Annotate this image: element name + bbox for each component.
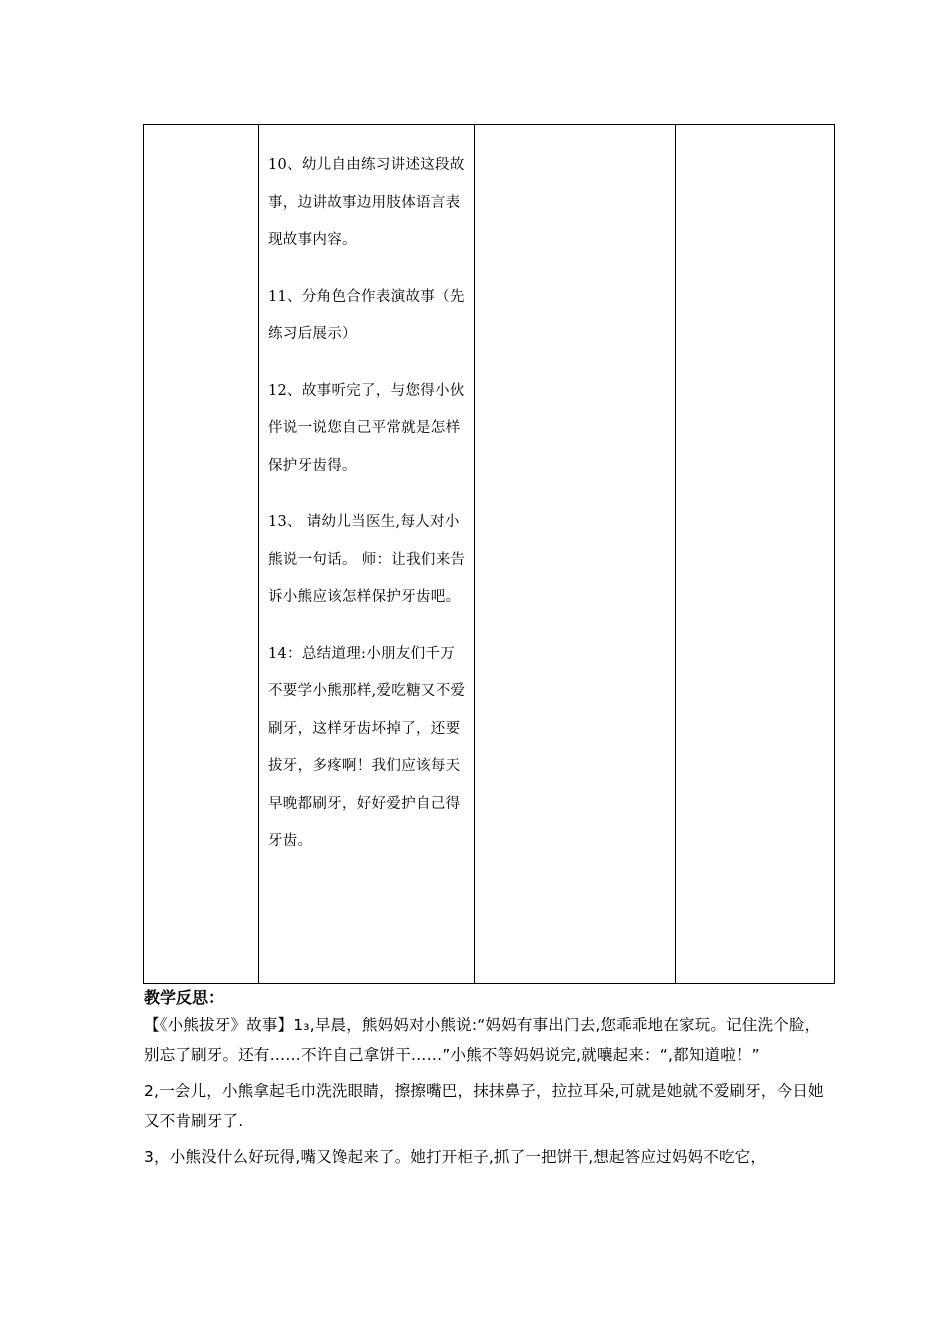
story-paragraph-2: 2,一会儿，小熊拿起毛巾洗洗眼睛，擦擦嘴巴，抹抹鼻子，拉拉耳朵,可就是她就不爱刷牙，今日她又不肯刷牙了. — [144, 1082, 824, 1130]
table-cell-steps — [259, 125, 475, 984]
story-paragraph-3: 3，小熊没什么好玩得,嘴又馋起来了。她打开柜子,抓了一把饼干,想起答应过妈妈不吃它， — [144, 1148, 767, 1166]
step-14: 14：总结道理:小朋友们千万不要学小熊那样,爱吃糖又不爱刷牙，这样牙齿坏掉了，还要拔牙，多疼啊！我们应该每天早晚都刷牙，好好爱护自己得牙齿。 — [268, 645, 466, 849]
story-paragraph-1: 【《小熊拔牙》故事】1₃,早晨，熊妈妈对小熊说:“妈妈有事出门去,您乖乖地在家玩。记住洗个脸，别忘了刷牙。还有……不许自己拿饼干……”小熊不等妈妈说完,就嚷起来：“,都知道啦！” — [144, 1016, 821, 1064]
step-10: 10、幼儿自由练习讲述这段故事，边讲故事边用肢体语言表现故事内容。 — [268, 157, 465, 248]
step-11: 11、分角色合作表演故事（先练习后展示） — [268, 288, 465, 342]
reflection-title: 教学反思： — [144, 988, 225, 1007]
table-cell-empty-3 — [475, 125, 676, 984]
table-cell-empty-1 — [144, 125, 259, 984]
step-12: 12、故事听完了，与您得小伙伴说一说您自己平常就是怎样保护牙齿得。 — [268, 382, 465, 474]
step-13: 13、 请幼儿当医生,每人对小熊说一句话。 师：让我们来告诉小熊应该怎样保护牙齿吧。 — [268, 514, 466, 605]
lesson-table — [143, 124, 835, 984]
table-cell-empty-4 — [676, 125, 835, 984]
reflection-section — [144, 986, 824, 1172]
